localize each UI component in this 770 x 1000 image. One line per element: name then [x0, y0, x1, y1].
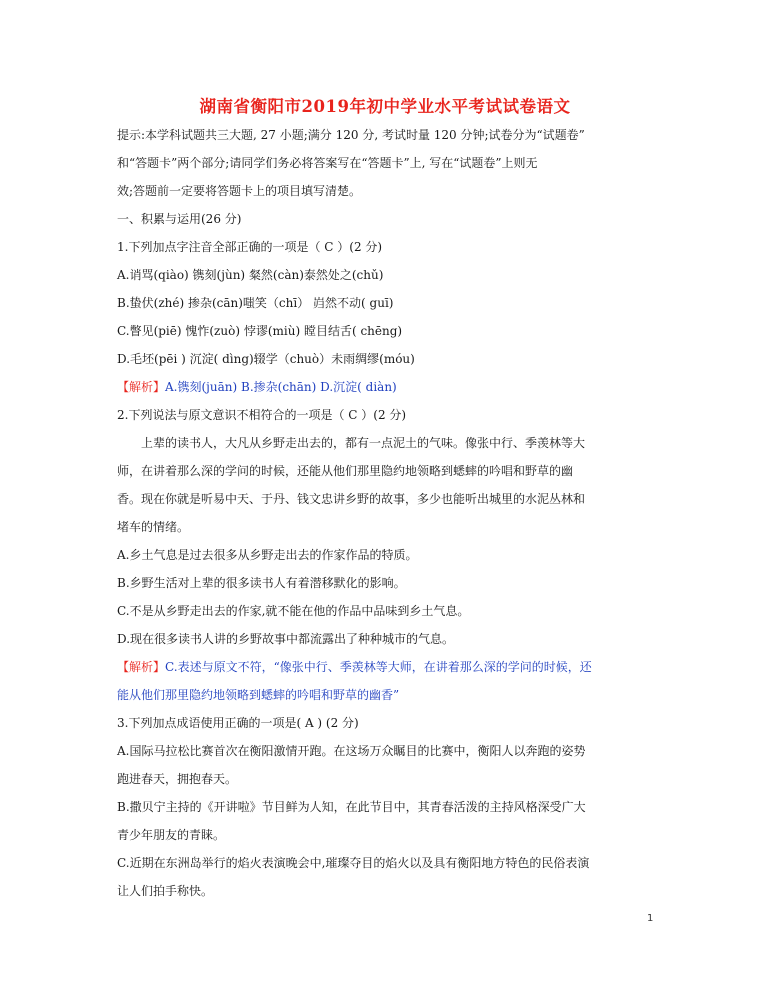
- text-line: 青少年朋友的青睐。: [117, 828, 226, 842]
- analysis-tag: 【解析】: [117, 660, 166, 674]
- analysis-text: C.表述与原文不符，“像张中行、季羡林等大师，在讲着那么深的学问的时候，还: [165, 660, 592, 674]
- page-number: 1: [647, 913, 654, 924]
- text-line: 2.下列说法与原文意识不相符合的一项是（ C ）(2 分): [117, 408, 407, 422]
- text-line: 让人们拍手称快。: [117, 884, 214, 898]
- document-body: [117, 128, 657, 912]
- analysis-line: [117, 660, 657, 688]
- text-line: 一、积累与运用(26 分): [117, 212, 242, 226]
- text-line: B.蛰伏(zhé) 掺杂(cān)嗤笑（chī） 岿然不动( guī): [117, 296, 394, 310]
- text-line: 师，在讲着那么深的学问的时候，还能从他们那里隐约地领略到蟋蟀的吟唱和野草的幽: [117, 464, 574, 478]
- text-line: 1.下列加点字注音全部正确的一项是（ C ）(2 分): [117, 240, 383, 254]
- text-line: 3.下列加点成语使用正确的一项是( A ) (2 分): [117, 716, 359, 730]
- text-line: D.现在很多读书人讲的乡野故事中都流露出了种种城市的气息。: [117, 632, 455, 646]
- text-line: C.不是从乡野走出去的作家,就不能在他的作品中品味到乡土气息。: [117, 604, 470, 618]
- text-line: 和“答题卡”两个部分;请同学们务必将答案写在“答题卡”上, 写在“试题卷”上则无: [117, 156, 538, 170]
- text-line: C.瞥见(piē) 愧怍(zuò) 悖谬(miù) 瞠目结舌( chēng): [117, 324, 403, 338]
- text-line: 提示:本学科试题共三大题, 27 小题;满分 120 分, 考试时量 120 分钟;试卷分为“试题卷”: [117, 128, 585, 142]
- text-line: 香。现在你就是听易中天、于丹、钱文忠讲乡野的故事，多少也能听出城里的水泥丛林和: [117, 492, 586, 506]
- text-line: A.乡土气息是过去很多从乡野走出去的作家作品的特质。: [117, 548, 418, 562]
- text-line: A.国际马拉松比赛首次在衡阳激情开跑。在这场万众瞩目的比赛中，衡阳人以奔跑的姿势: [117, 744, 586, 758]
- text-line: B.撒贝宁主持的《开讲啦》节目鲜为人知，在此节目中，其青春活泼的主持风格深受广大: [117, 800, 586, 814]
- text-line: A.诮骂(qiào) 镌刻(jùn) 粲然(càn)泰然处之(chǔ): [117, 268, 384, 282]
- text-line: 堵车的情绪。: [117, 520, 190, 534]
- page-title: 湖南省衡阳市2019年初中学业水平考试试卷语文: [199, 97, 571, 116]
- text-line: 跑进春天，拥抱春天。: [117, 772, 238, 786]
- analysis-tag: 【解析】: [117, 380, 166, 394]
- text-line: B.乡野生活对上辈的很多读书人有着潜移默化的影响。: [117, 576, 406, 590]
- text-line: 上辈的读书人，大凡从乡野走出去的，都有一点泥土的气味。像张中行、季羡林等大: [141, 436, 586, 450]
- text-line: 效;答题前一定要将答题卡上的项目填写清楚。: [117, 184, 362, 198]
- analysis-text: A.镌刻(juān) B.掺杂(chān) D.沉淀( diàn): [165, 380, 397, 394]
- text-line: C.近期在东洲岛举行的焰火表演晚会中,璀璨夺目的焰火以及具有衡阳地方特色的民俗表演: [117, 856, 590, 870]
- analysis-line: 能从他们那里隐约地领略到蟋蟀的吟唱和野草的幽香”: [117, 688, 400, 702]
- text-line: D.毛坯(pēi ) 沉淀( dìng)辍学（chuò）未雨绸缪(móu): [117, 352, 415, 366]
- analysis-line: [117, 380, 657, 408]
